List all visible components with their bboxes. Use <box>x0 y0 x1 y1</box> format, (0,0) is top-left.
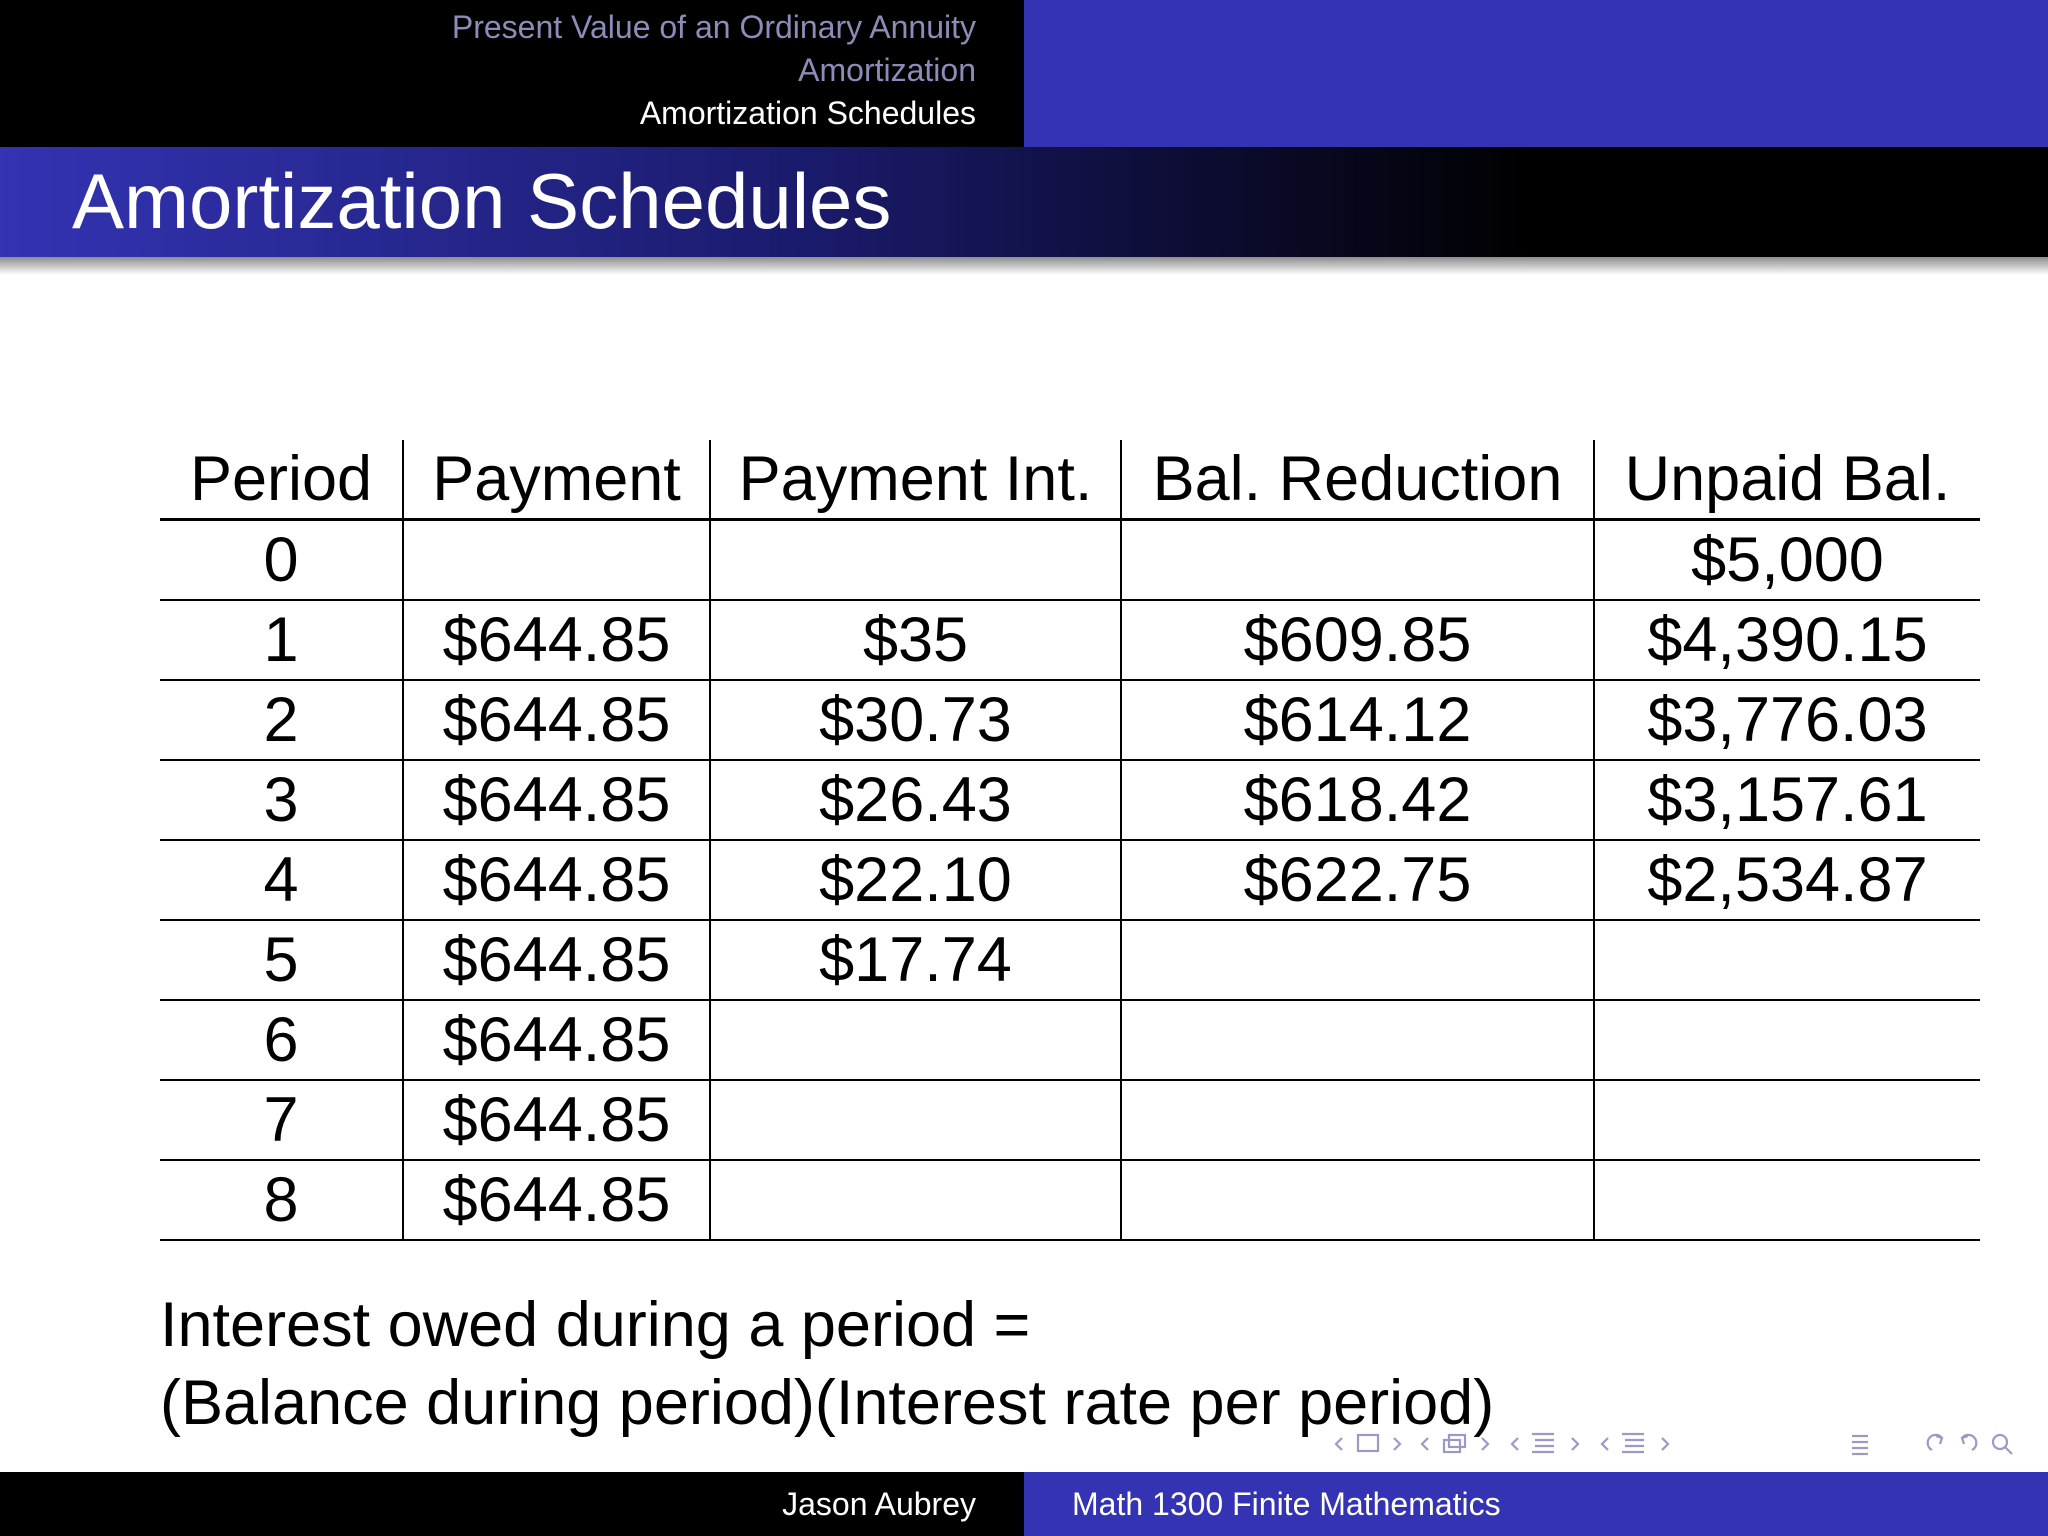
cell-unpaid-balance <box>1594 920 1980 1000</box>
cell-payment-interest: $26.43 <box>710 760 1121 840</box>
footer-author: Jason Aubrey <box>782 1486 976 1522</box>
interest-formula-line-2: (Balance during period)(Interest rate per period) <box>160 1368 1495 1438</box>
section-icon[interactable] <box>1622 1434 1644 1452</box>
table-row <box>160 600 1980 680</box>
title-shadow <box>0 257 2048 275</box>
table-row <box>160 1080 1980 1160</box>
cell-balance-reduction: $614.12 <box>1121 680 1594 760</box>
cell-period: 3 <box>160 760 403 840</box>
footer <box>0 1472 2048 1536</box>
cell-payment-interest: $35 <box>710 600 1121 680</box>
cell-payment-interest: $17.74 <box>710 920 1121 1000</box>
table-row <box>160 680 1980 760</box>
column-header-unpaid-balance: Unpaid Bal. <box>1594 440 1980 520</box>
table-row <box>160 520 1980 601</box>
next-subsection-icon[interactable] <box>1572 1438 1578 1450</box>
header <box>0 0 2048 147</box>
cell-unpaid-balance <box>1594 1160 1980 1240</box>
cell-balance-reduction <box>1121 1000 1594 1080</box>
cell-period: 5 <box>160 920 403 1000</box>
nav-section-present-value[interactable]: Present Value of an Ordinary Annuity <box>451 9 976 45</box>
cell-payment: $644.85 <box>403 840 710 920</box>
slide-icon[interactable] <box>1358 1435 1378 1451</box>
cell-period: 7 <box>160 1080 403 1160</box>
cell-unpaid-balance: $3,157.61 <box>1594 760 1980 840</box>
cell-payment-interest <box>710 1000 1121 1080</box>
cell-unpaid-balance <box>1594 1000 1980 1080</box>
cell-payment-interest: $30.73 <box>710 680 1121 760</box>
cell-unpaid-balance: $3,776.03 <box>1594 680 1980 760</box>
cell-payment-interest <box>710 1160 1121 1240</box>
nav-symbols-svg <box>1332 1424 2022 1464</box>
cell-period: 0 <box>160 520 403 601</box>
footer-course: Math 1300 Finite Mathematics <box>1072 1486 1501 1522</box>
footer-author-panel <box>0 1472 1024 1536</box>
column-header-payment: Payment <box>403 440 710 520</box>
cell-payment: $644.85 <box>403 760 710 840</box>
cell-payment: $644.85 <box>403 680 710 760</box>
table-row <box>160 1160 1980 1240</box>
table-row <box>160 840 1980 920</box>
cell-balance-reduction <box>1121 1080 1594 1160</box>
table-header-row <box>160 440 1980 520</box>
cell-period: 2 <box>160 680 403 760</box>
cell-payment-interest <box>710 1080 1121 1160</box>
cell-balance-reduction <box>1121 520 1594 601</box>
cell-unpaid-balance: $2,534.87 <box>1594 840 1980 920</box>
prev-section-icon[interactable] <box>1602 1438 1608 1450</box>
next-section-icon[interactable] <box>1662 1438 1668 1450</box>
cell-balance-reduction: $609.85 <box>1121 600 1594 680</box>
nav-symbols-bar <box>1332 1424 2022 1464</box>
search-icon[interactable] <box>1993 1435 2012 1454</box>
header-right-panel <box>1024 0 2048 147</box>
cell-payment: $644.85 <box>403 920 710 1000</box>
footer-course-panel <box>1024 1472 2048 1536</box>
prev-subsection-icon[interactable] <box>1512 1438 1518 1450</box>
frame-icon[interactable] <box>1444 1435 1465 1452</box>
cell-payment: $644.85 <box>403 1160 710 1240</box>
table-row <box>160 920 1980 1000</box>
header-section-nav <box>0 0 1024 147</box>
cell-unpaid-balance: $4,390.15 <box>1594 600 1980 680</box>
frame-title: Amortization Schedules <box>72 157 892 245</box>
table-row <box>160 760 1980 840</box>
column-header-payment-interest: Payment Int. <box>710 440 1121 520</box>
interest-formula-line-1: Interest owed during a period = <box>160 1290 1031 1360</box>
next-frame-icon[interactable] <box>1482 1438 1488 1450</box>
cell-unpaid-balance <box>1594 1080 1980 1160</box>
cell-balance-reduction <box>1121 1160 1594 1240</box>
cell-balance-reduction <box>1121 920 1594 1000</box>
column-header-balance-reduction: Bal. Reduction <box>1121 440 1594 520</box>
cell-period: 8 <box>160 1160 403 1240</box>
undo-icon[interactable] <box>1928 1435 1942 1450</box>
align-icon[interactable] <box>1852 1436 1868 1454</box>
cell-payment-interest: $22.10 <box>710 840 1121 920</box>
nav-section-amortization[interactable]: Amortization <box>798 52 976 88</box>
cell-payment-interest <box>710 520 1121 601</box>
next-slide-icon[interactable] <box>1394 1438 1400 1450</box>
amortization-table <box>160 440 1980 1241</box>
cell-balance-reduction: $622.75 <box>1121 840 1594 920</box>
cell-unpaid-balance: $5,000 <box>1594 520 1980 601</box>
table-row <box>160 1000 1980 1080</box>
cell-payment: $644.85 <box>403 1000 710 1080</box>
nav-section-amortization-schedules[interactable]: Amortization Schedules <box>639 95 976 131</box>
cell-period: 6 <box>160 1000 403 1080</box>
redo-icon[interactable] <box>1962 1435 1976 1450</box>
cell-payment: $644.85 <box>403 600 710 680</box>
prev-slide-icon[interactable] <box>1336 1438 1342 1450</box>
cell-period: 4 <box>160 840 403 920</box>
cell-payment: $644.85 <box>403 1080 710 1160</box>
subsection-icon[interactable] <box>1532 1434 1554 1452</box>
cell-payment <box>403 520 710 601</box>
cell-balance-reduction: $618.42 <box>1121 760 1594 840</box>
prev-frame-icon[interactable] <box>1422 1438 1428 1450</box>
cell-period: 1 <box>160 600 403 680</box>
column-header-period: Period <box>160 440 403 520</box>
